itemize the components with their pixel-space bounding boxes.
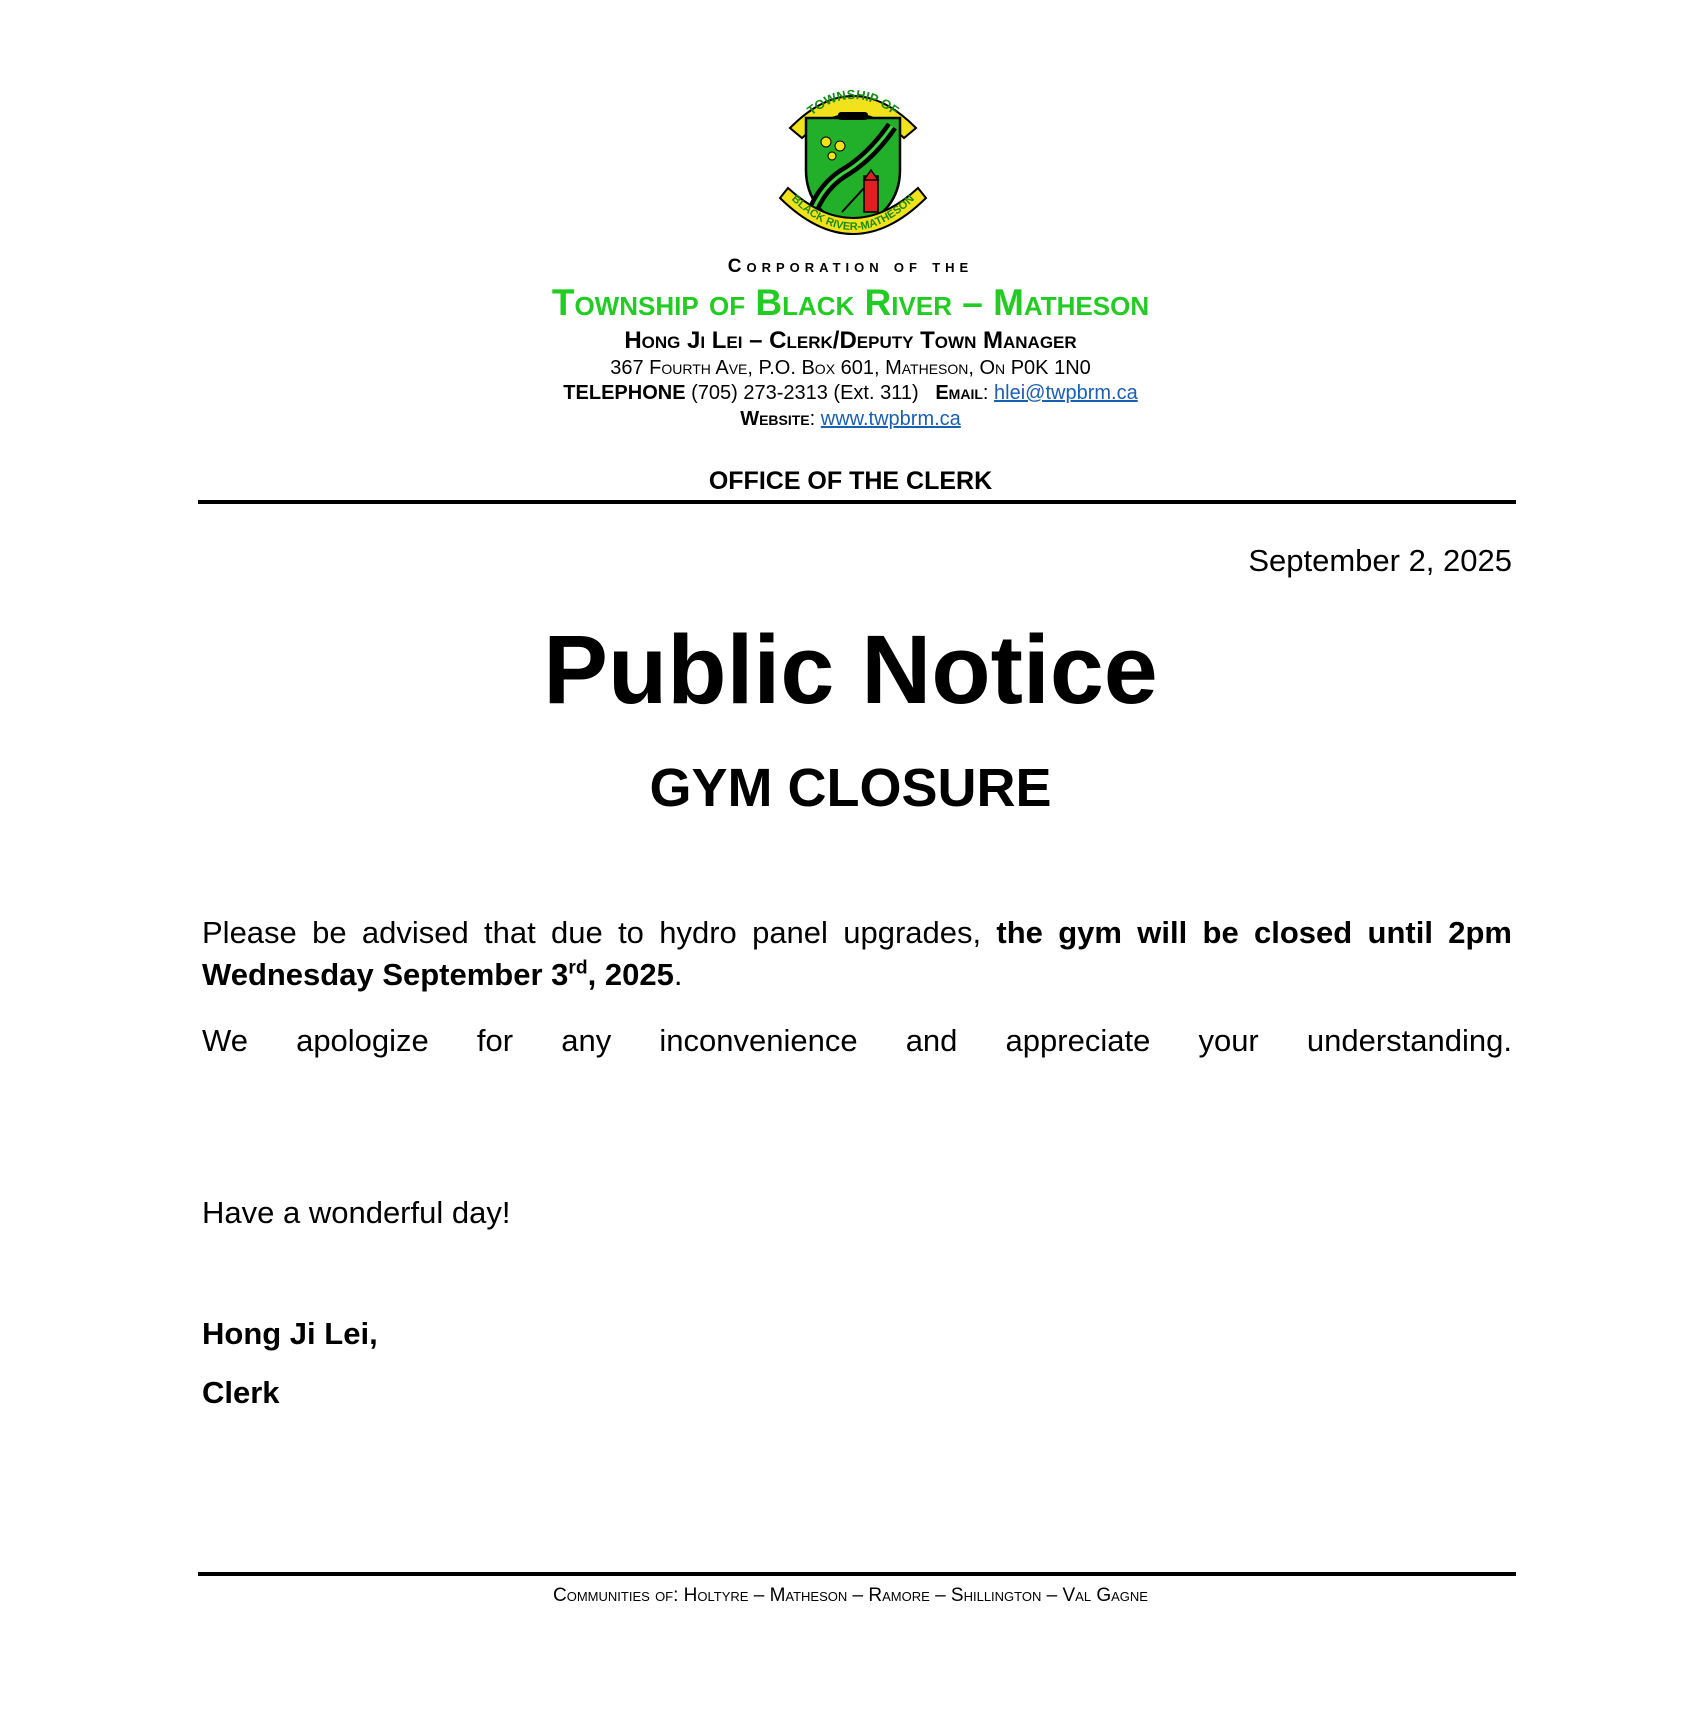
notice-closing: Have a wonderful day! [202,1195,511,1230]
crest-bottom-text: BLACK RIVER-MATHESON [789,192,917,234]
telephone-label: TELEPHONE [563,382,686,404]
email-separator: : [982,382,995,404]
telephone-value: (705) 273-2313 (Ext. 311) [685,382,919,404]
office-heading: OFFICE OF THE CLERK [708,467,993,495]
website-separator: : [809,408,821,430]
closure-detail: the gym will be closed until 2pm Wednesday September 3 [202,915,1512,992]
footer-divider [198,1572,1516,1576]
notice-subtitle: GYM CLOSURE [649,758,1052,818]
corporation-line: Corporation of the [727,256,974,277]
township-crest-logo [772,80,934,250]
notice-date: September 2, 2025 [1248,543,1512,578]
mailing-address: 367 Fourth Ave, P.O. Box 601, Matheson, On P0K 1N0 [610,357,1091,379]
footer-communities: Communities of: Holtyre – Matheson – Ramore – Shillington – Val Gagne [553,1585,1148,1606]
contact-line [0,382,1701,405]
closure-period: . [673,957,683,992]
email-link[interactable]: hlei@twpbrm.ca [994,382,1138,404]
clerk-name-title: Hong Ji Lei – Clerk/Deputy Town Manager [624,327,1077,354]
website-link[interactable]: www.twpbrm.ca [820,408,961,430]
crest-top-text: TOWNSHIP OF [804,86,902,119]
notice-paragraph-apology: We apologize for any inconvenience and appreciate your understanding. [202,1023,1512,1058]
signature-name: Hong Ji Lei, [202,1316,378,1351]
header-divider [198,500,1516,504]
closure-ordinal: rd [568,957,588,979]
website-line [0,408,1701,431]
signature-title: Clerk [202,1375,280,1410]
closure-intro: Please be advised that due to hydro panel upgrades, [202,915,997,950]
notice-paragraph-closure [202,912,1512,996]
township-name: Township of Black River – Matheson [551,282,1150,323]
notice-title: Public Notice [543,615,1158,724]
closure-year: , 2025 [587,957,674,992]
website-label: Website [740,408,810,430]
email-label: Email [935,382,983,404]
